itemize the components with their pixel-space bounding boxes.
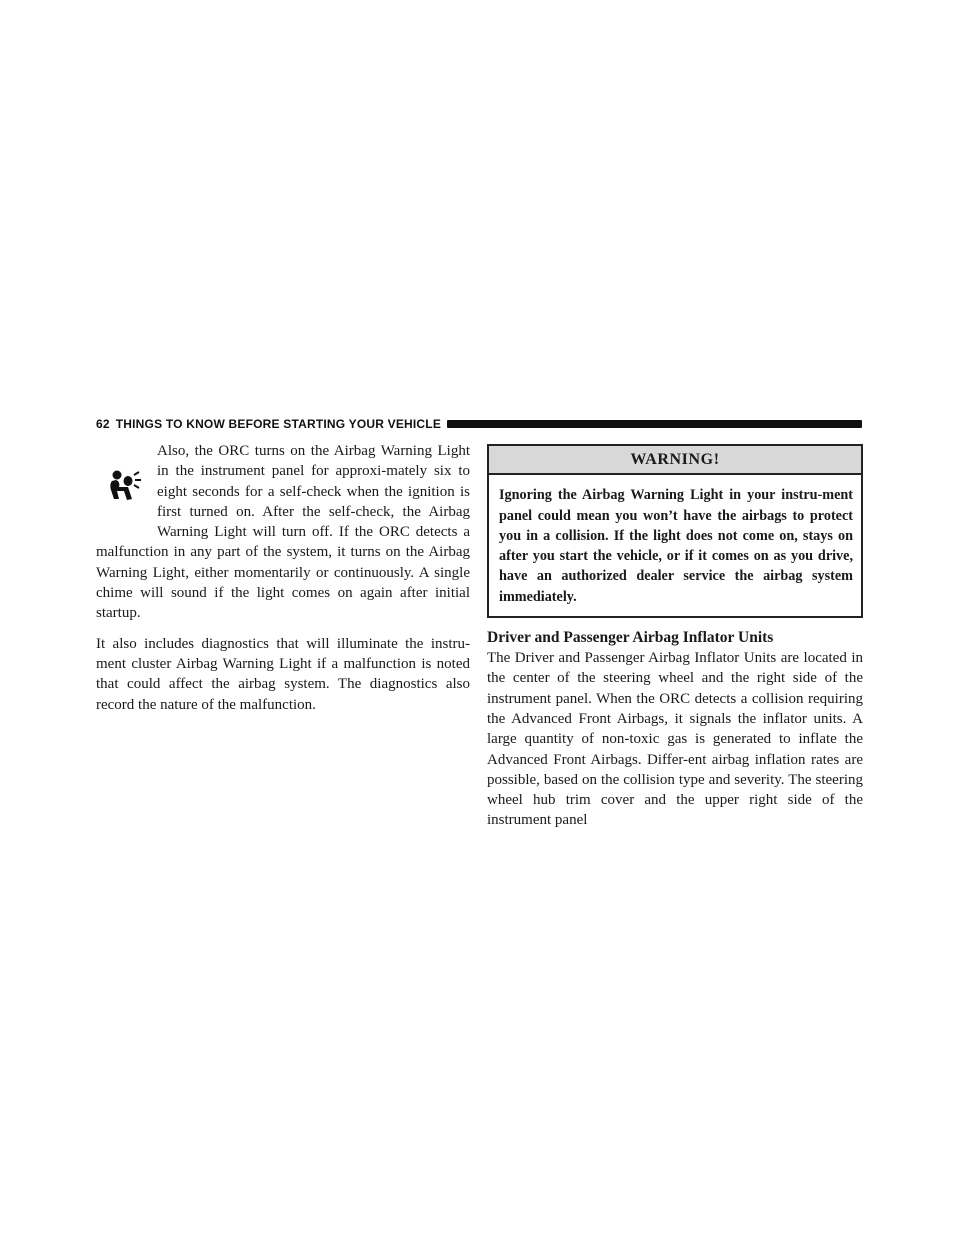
subheading-inflator-units: Driver and Passenger Airbag Inflator Units	[487, 629, 774, 647]
left-column	[96, 441, 470, 715]
page-header	[96, 417, 862, 431]
paragraph-inflator-units: The Driver and Passenger Airbag Inflator Units are located in the center of the steering wheel and the right side of the instrument panel. When the ORC detects a collision requiring the Advanced Front Airbags, it signals the inflator units. A large quantity of non-toxic gas is generated to inflate the Advanced Front Airbags. Differ-ent airbag inflation rates are possible, based on the collision type and severity. The steering wheel hub trim cover and the upper right side of the instrument panel	[487, 650, 863, 829]
right-column	[487, 444, 863, 831]
page-number: 62	[96, 417, 110, 431]
paragraph-airbag-warning-light	[96, 441, 470, 624]
paragraph-1-text: Also, the ORC turns on the Airbag Warning Light in the instrument panel for approxi-mately six to eight seconds for a self-check when the ignition is first turned on. After the self-check, the Airbag Warning Light will turn off. If the ORC detects a malfunction in any part of the system, it turns on the Airbag Warning Light, either momentarily or continuously. A single chime will sound if the light comes on again after initial startup.	[96, 443, 470, 622]
warning-title: WARNING!	[489, 446, 861, 475]
section-title: THINGS TO KNOW BEFORE STARTING YOUR VEHICLE	[115, 417, 442, 431]
airbag-warning-icon	[96, 441, 153, 525]
warning-box	[487, 444, 863, 618]
paragraph-diagnostics: It also includes diagnostics that will illuminate the instru-ment cluster Airbag Warning Light if a malfunction is noted that could affect the airbag system. The diagnostics also record the nature of the malfunction.	[96, 635, 470, 713]
warning-text: Ignoring the Airbag Warning Light in your instru-ment panel could mean you won’t have the airbags to protect you in a collision. If the light does not come on, stays on after you start the vehicle, or if it comes on as you drive, have an authorized dealer service the airbag system immediately.	[499, 487, 853, 605]
header-rule	[447, 420, 862, 428]
